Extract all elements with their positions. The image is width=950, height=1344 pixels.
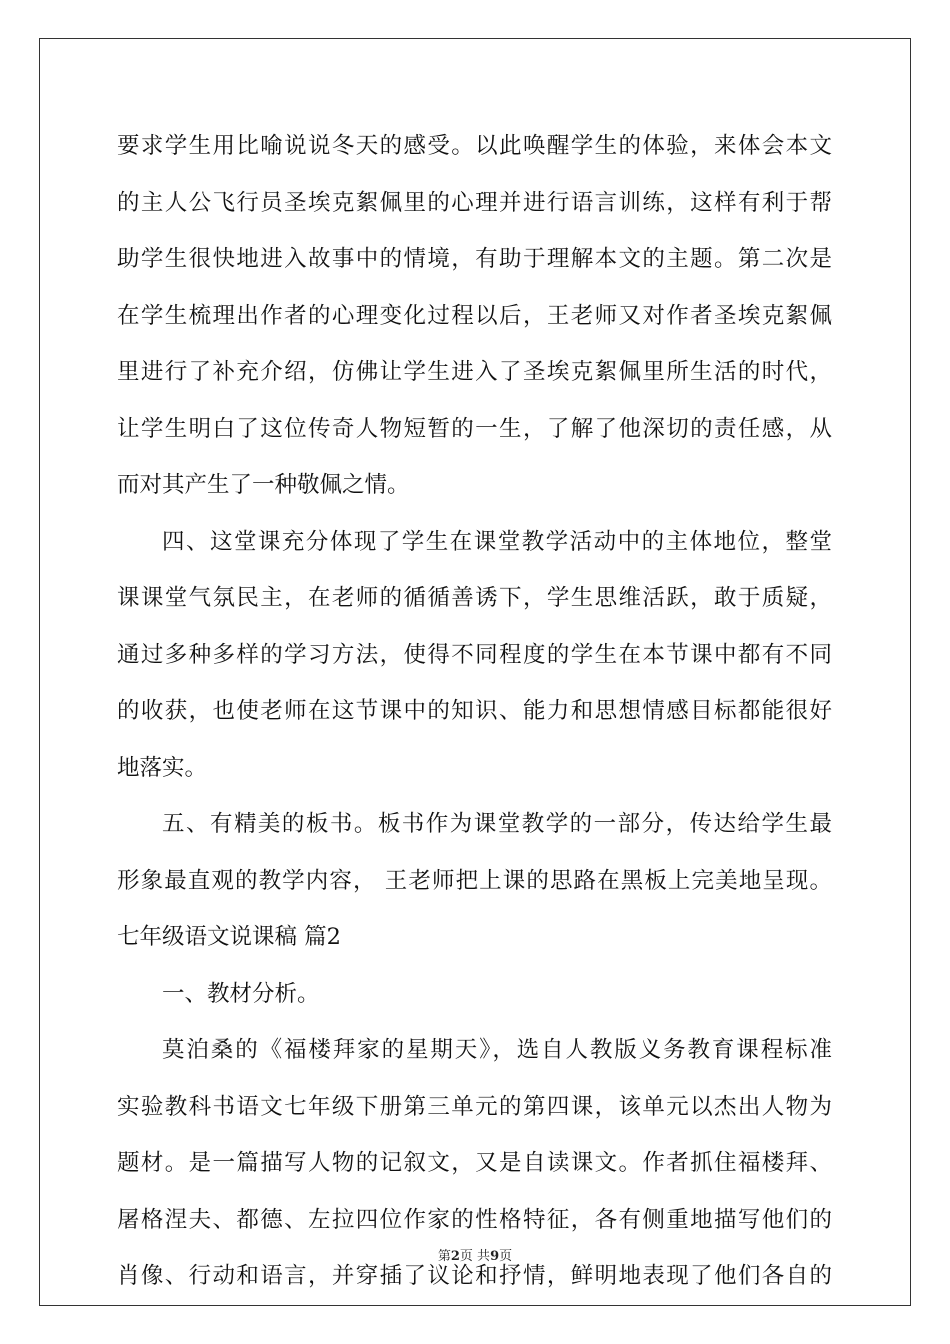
text-line: 地落实。 <box>117 754 208 781</box>
text-line: 四、这堂课充分体现了学生在课堂教学活动中的主体地位，整堂 <box>162 528 832 555</box>
text-line: 里进行了补充介绍，仿佛让学生进入了圣埃克絮佩里所生活的时代， <box>117 359 832 385</box>
text-line: 要求学生用比喻说说冬天的感受。以此唤醒学生的体验，来体会本文 <box>117 133 832 159</box>
text-line: 而对其产生了一种敬佩之情。 <box>117 472 410 498</box>
text-line: 通过多种多样的学习方法，使得不同程度的学生在本节课中都有不同 <box>117 641 832 668</box>
text-line: 一、教材分析。 <box>162 980 320 1007</box>
footer-mid: 页 共 <box>459 1249 491 1264</box>
text-line: 让学生明白了这位传奇人物短暂的一生，了解了他深切的责任感，从 <box>117 415 832 442</box>
text-line: 题材。是一篇描写人物的记叙文，又是自读课文。作者抓住福楼拜、 <box>117 1150 832 1176</box>
text-line: 肖像、行动和语言，并穿插了议论和抒情，鲜明地表现了他们各自的 <box>117 1263 832 1289</box>
text-line: 形象最直观的教学内容， 王老师把上课的思路在黑板上完美地呈现。 <box>117 867 832 894</box>
text-line: 助学生很快地进入故事中的情境，有助于理解本文的主题。第二次是 <box>117 246 832 272</box>
text-line: 莫泊桑的《福楼拜家的星期天》，选自人教版义务教育课程标准 <box>162 1037 832 1063</box>
text-line: 实验教科书语文七年级下册第三单元的第四课，该单元以杰出人物为 <box>117 1093 832 1120</box>
current-page-number: 2 <box>450 1249 460 1264</box>
footer-prefix: 第 <box>437 1249 451 1264</box>
text-line: 在学生梳理出作者的心理变化过程以后，王老师又对作者圣埃克絮佩 <box>117 302 832 329</box>
text-line: 五、有精美的板书。板书作为课堂教学的一部分，传达给学生最 <box>162 811 832 837</box>
text-line: 课课堂气氛民主，在老师的循循善诱下，学生思维活跃，敢于质疑， <box>117 585 832 611</box>
text-line: 屠格涅夫、都德、左拉四位作家的性格特征，各有侧重地描写他们的 <box>117 1206 832 1233</box>
text-line: 的主人公飞行员圣埃克絮佩里的心理并进行语言训练，这样有利于帮 <box>117 189 832 216</box>
text-line: 的收获，也使老师在这节课中的知识、能力和思想情感目标都能很好 <box>117 698 832 724</box>
total-page-number: 9 <box>490 1249 500 1264</box>
text-line: 七年级语文说课稿 篇2 <box>117 924 341 950</box>
document-body <box>117 126 832 1313</box>
footer-suffix: 页 <box>499 1249 513 1264</box>
page-footer <box>0 1245 950 1264</box>
